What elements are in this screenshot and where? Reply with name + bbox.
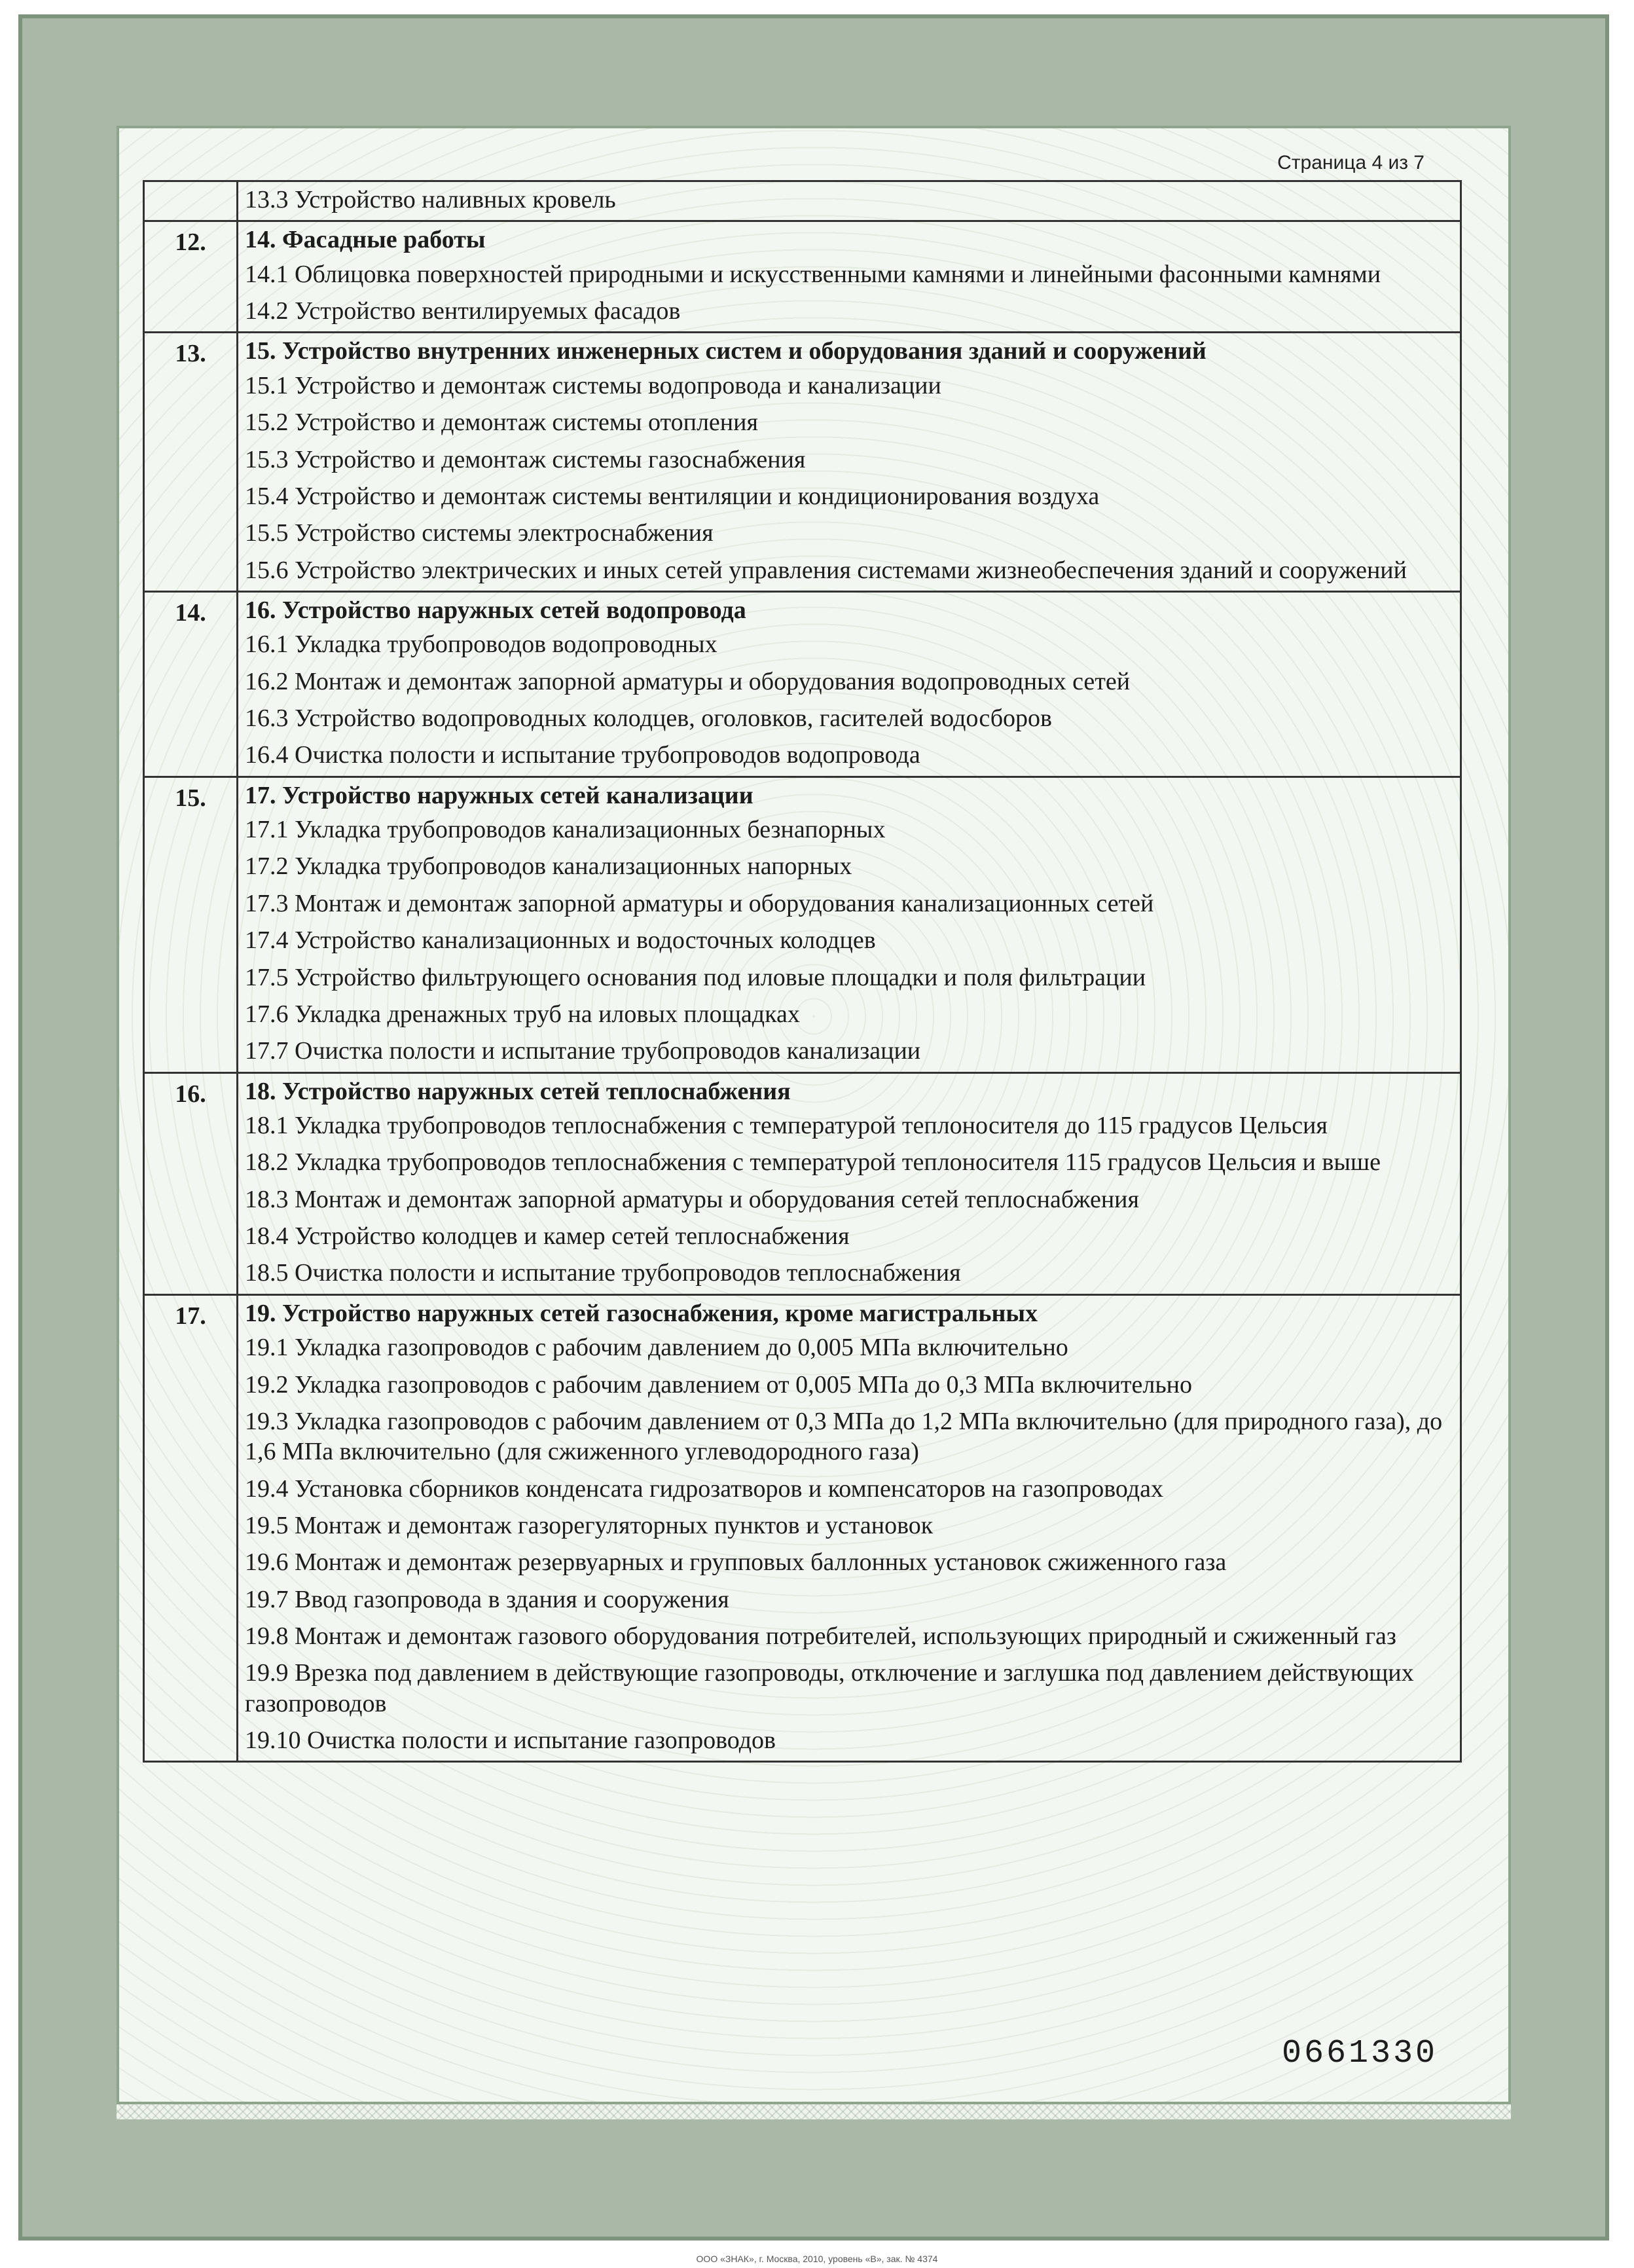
row-content (238, 1072, 1461, 1294)
work-item: 17.5 Устройство фильтрующего основания под иловые площадки и поля фильтрации (245, 963, 1146, 991)
work-item: 18.5 Очистка полости и испытание трубопроводов теплоснабжения (245, 1259, 961, 1287)
work-item: 15.6 Устройство электрических и иных сетей управления системами жизнеобеспечения зданий и сооружений (245, 556, 1407, 584)
work-item: 19.1 Укладка газопроводов с рабочим давлением до 0,005 МПа включительно (245, 1334, 1068, 1362)
table-row (144, 591, 1461, 777)
work-item: 18.4 Устройство колодцев и камер сетей теплоснабжения (245, 1222, 850, 1251)
row-number: 12. (144, 221, 238, 333)
section-title: 19. Устройство наружных сетей газоснабжения, кроме магистральных (245, 1299, 1038, 1327)
work-item: 14.2 Устройство вентилируемых фасадов (245, 297, 681, 325)
table-row (144, 221, 1461, 333)
work-item: 19.5 Монтаж и демонтаж газорегуляторных пунктов и установок (245, 1511, 934, 1539)
work-item: 17.4 Устройство канализационных и водосточных колодцев (245, 926, 876, 955)
page-label: Страница 4 из 7 (1277, 152, 1425, 174)
work-item: 14.1 Облицовка поверхностей природными и искусственными камнями и линейными фасонными камнями (245, 260, 1381, 288)
row-content (238, 1294, 1461, 1762)
printer-imprint: ООО «ЗНАК», г. Москва, 2010, уровень «В», зак. № 4374 (696, 2254, 938, 2264)
work-item: 18.2 Укладка трубопроводов теплоснабжения с температурой теплоносителя 115 градусов Цельсия и выше (245, 1148, 1381, 1177)
row-number (144, 181, 238, 221)
row-number: 17. (144, 1294, 238, 1762)
work-item: 19.6 Монтаж и демонтаж резервуарных и групповых баллонных установок сжиженного газа (245, 1548, 1227, 1577)
row-content (238, 221, 1461, 333)
work-item: 15.4 Устройство и демонтаж системы вентиляции и кондиционирования воздуха (245, 482, 1100, 510)
work-item: 15.3 Устройство и демонтаж системы газоснабжения (245, 445, 806, 473)
work-item: 18.3 Монтаж и демонтаж запорной арматуры и оборудования сетей теплоснабжения (245, 1185, 1139, 1213)
row-number: 13. (144, 333, 238, 592)
table-row (144, 777, 1461, 1072)
work-item: 17.1 Укладка трубопроводов канализационных безнапорных (245, 816, 886, 844)
work-item: 15.5 Устройство системы электроснабжения (245, 519, 714, 547)
row-number: 14. (144, 591, 238, 777)
work-item: 17.7 Очистка полости и испытание трубопроводов канализации (245, 1037, 921, 1065)
works-table (143, 180, 1462, 1763)
serial-number: 0661330 (1281, 2035, 1438, 2072)
work-item: 19.8 Монтаж и демонтаж газового оборудования потребителей, использующих природный и сжиженный газ (245, 1622, 1396, 1651)
row-number: 15. (144, 777, 238, 1072)
table-row (144, 333, 1461, 592)
work-item: 15.2 Устройство и демонтаж системы отопления (245, 409, 758, 437)
work-item: 16.3 Устройство водопроводных колодцев, оголовков, гасителей водосборов (245, 704, 1052, 733)
work-item: 13.3 Устройство наливных кровель (245, 186, 616, 213)
work-item: 15.1 Устройство и демонтаж системы водопровода и канализации (245, 371, 941, 399)
section-title: 16. Устройство наружных сетей водопровода (245, 596, 746, 624)
work-item: 19.3 Укладка газопроводов с рабочим давлением от 0,3 МПа до 1,2 МПа включительно (для природного газа), до 1,6 МПа включительно (для сжиженного углеводородного газа) (245, 1407, 1443, 1466)
work-item: 19.9 Врезка под давлением в действующие газопроводы, отключение и заглушка под давлением действующих газопроводов (245, 1659, 1414, 1717)
row-content (238, 591, 1461, 777)
work-item: 19.7 Ввод газопровода в здания и сооружения (245, 1585, 729, 1613)
table-row (144, 1072, 1461, 1294)
work-item: 19.4 Установка сборников конденсата гидрозатворов и компенсаторов на газопроводах (245, 1474, 1163, 1503)
section-title: 15. Устройство внутренних инженерных систем и оборудования зданий и сооружений (245, 337, 1207, 365)
section-title: 18. Устройство наружных сетей теплоснабжения (245, 1077, 791, 1105)
row-content (238, 777, 1461, 1072)
row-content (238, 181, 1461, 221)
work-item: 19.10 Очистка полости и испытание газопроводов (245, 1727, 776, 1755)
work-item: 17.3 Монтаж и демонтаж запорной арматуры и оборудования канализационных сетей (245, 889, 1154, 917)
table-row (144, 181, 1461, 221)
work-item: 18.1 Укладка трубопроводов теплоснабжения с температурой теплоносителя до 115 градусов Цельсия (245, 1111, 1328, 1139)
section-title: 17. Устройство наружных сетей канализации (245, 781, 753, 809)
row-content (238, 333, 1461, 592)
work-item: 17.2 Укладка трубопроводов канализационных напорных (245, 852, 852, 881)
row-number: 16. (144, 1072, 238, 1294)
work-item: 17.6 Укладка дренажных труб на иловых площадках (245, 1000, 800, 1028)
work-item: 16.4 Очистка полости и испытание трубопроводов водопровода (245, 741, 920, 769)
work-item: 16.1 Укладка трубопроводов водопроводных (245, 631, 717, 659)
work-item: 16.2 Монтаж и демонтаж запорной арматуры и оборудования водопроводных сетей (245, 667, 1131, 695)
section-title: 14. Фасадные работы (245, 226, 486, 254)
table-row (144, 1294, 1461, 1762)
work-item: 19.2 Укладка газопроводов с рабочим давлением от 0,005 МПа до 0,3 МПа включительно (245, 1370, 1193, 1399)
